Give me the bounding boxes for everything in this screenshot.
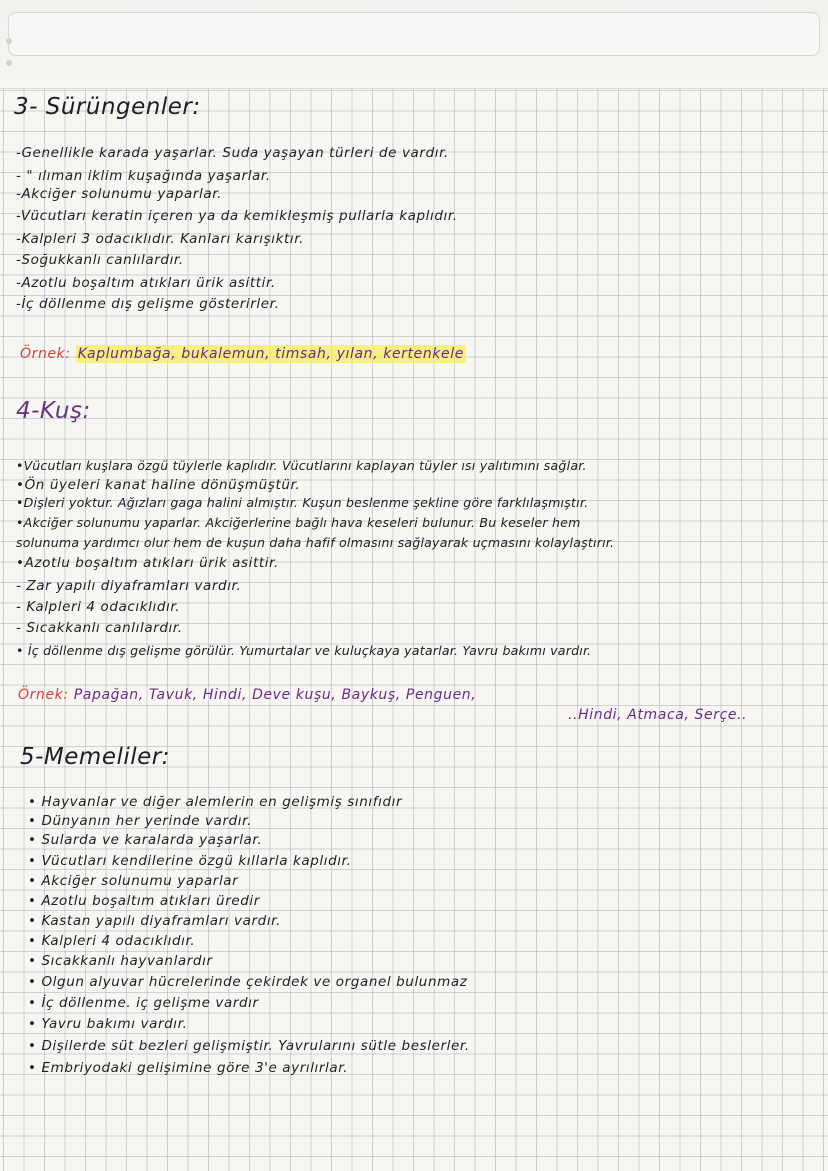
note-line: •Azotlu boşaltım atıkları ürik asittir. xyxy=(16,555,279,571)
note-line: solunuma yardımcı olur hem de kuşun daha hafif olmasını sağlayarak uçmasını kolaylaştırır. xyxy=(16,535,615,550)
note-line: -Akciğer solunumu yaparlar. xyxy=(16,186,223,202)
note-line: • Hayvanlar ve diğer alemlerin en gelişmiş sınıfıdır xyxy=(28,794,403,810)
section-title-mammals: 5-Memeliler: xyxy=(20,744,171,770)
note-line: - Kalpleri 4 odacıklıdır. xyxy=(16,599,181,615)
note-line: •Akciğer solunumu yaparlar. Akciğerlerine bağlı hava keseleri bulunur. Bu keseler hem xyxy=(16,515,581,530)
punch-hole xyxy=(6,60,12,66)
note-line: • İç döllenme dış gelişme görülür. Yumurtalar ve kuluçkaya yatarlar. Yavru bakımı vardır. xyxy=(16,643,592,658)
note-line: • Olgun alyuvar hücrelerinde çekirdek ve organel bulunmaz xyxy=(28,974,468,990)
note-line: •Ön üyeleri kanat haline dönüşmüştür. xyxy=(16,477,301,493)
note-line: -Genellikle karada yaşarlar. Suda yaşayan türleri de vardır. xyxy=(16,145,449,161)
note-line: - " ılıman iklim kuşağında yaşarlar. xyxy=(16,168,271,184)
note-line: -Vücutları keratin içeren ya da kemikleşmiş pullarla kaplıdır. xyxy=(16,208,458,224)
note-line: -Azotlu boşaltım atıkları ürik asittir. xyxy=(16,275,276,291)
example-reptiles xyxy=(20,347,466,361)
example-text: Papağan, Tavuk, Hindi, Deve kuşu, Baykuş, Penguen, xyxy=(73,687,477,703)
note-line: • Dünyanın her yerinde vardır. xyxy=(28,813,252,829)
section-title-reptiles: 3- Sürüngenler: xyxy=(14,94,201,120)
note-line: • Kalpleri 4 odacıklıdır. xyxy=(28,933,196,949)
note-line: -İç döllenme dış gelişme gösterirler. xyxy=(16,296,280,312)
note-line: • Kastan yapılı diyaframları vardır. xyxy=(28,913,281,929)
example-text-continued: ..Hindi, Atmaca, Serçe.. xyxy=(568,707,748,723)
note-line: • Vücutları kendilerine özgü kıllarla kaplıdır. xyxy=(28,853,352,869)
note-line: • İç döllenme. iç gelişme vardır xyxy=(28,995,259,1011)
note-line: -Kalpleri 3 odacıklıdır. Kanları karışıktır. xyxy=(16,231,305,247)
notebook-binding xyxy=(0,0,828,89)
section-title-birds: 4-Kuş: xyxy=(16,398,91,424)
example-label: Örnek: xyxy=(20,346,71,362)
binding-strip xyxy=(8,12,820,56)
note-line: • Dişilerde süt bezleri gelişmiştir. Yavrularını sütle beslerler. xyxy=(28,1038,470,1054)
note-line: • Sularda ve karalarda yaşarlar. xyxy=(28,832,263,848)
example-label: Örnek: xyxy=(18,687,69,703)
note-line: • Sıcakkanlı hayvanlardır xyxy=(28,953,213,969)
note-line: • Yavru bakımı vardır. xyxy=(28,1016,188,1032)
punch-hole xyxy=(6,38,12,44)
example-birds xyxy=(18,688,476,702)
note-line: - Zar yapılı diyaframları vardır. xyxy=(16,578,242,594)
note-line: -Soğukkanlı canlılardır. xyxy=(16,252,184,268)
note-line: • Embriyodaki gelişimine göre 3'e ayrılırlar. xyxy=(28,1060,349,1076)
note-line: •Vücutları kuşlara özgü tüylerle kaplıdır. Vücutlarını kaplayan tüyler ısı yalıtımını sağlar. xyxy=(16,458,587,473)
note-line: • Azotlu boşaltım atıkları üredir xyxy=(28,893,260,909)
example-text-highlighted: Kaplumbağa, bukalemun, timsah, yılan, kertenkele xyxy=(77,346,464,362)
note-line: - Sıcakkanlı canlılardır. xyxy=(16,620,183,636)
note-line: • Akciğer solunumu yaparlar xyxy=(28,873,239,889)
note-line: •Dişleri yoktur. Ağızları gaga halini almıştır. Kuşun beslenme şekline göre farklılaşmıştır. xyxy=(16,495,589,510)
